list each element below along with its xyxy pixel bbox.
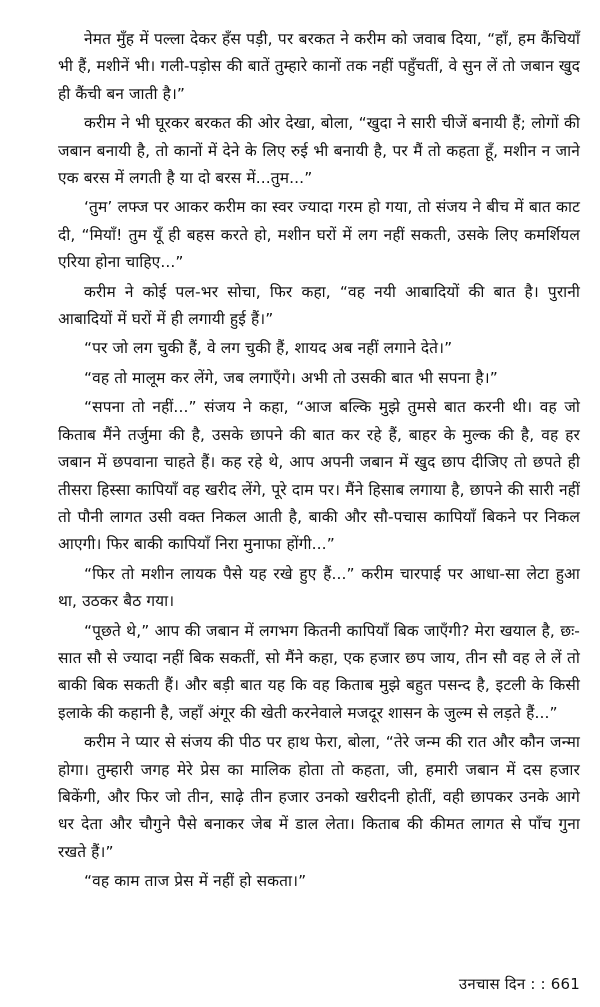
paragraph: “पर जो लग चुकी हैं, वे लग चुकी हैं, शायद अब नहीं लगाने देते।” (84, 339, 453, 358)
paragraph: करीम ने कोई पल-भर सोचा, फिर कहा, “वह नयी आबादियों की बात है। पुरानी आबादियों में घरों में ही लगायी हुई हैं।” (58, 282, 580, 329)
paragraph: ‘तुम’ लफ्ज पर आकर करीम का स्वर ज्यादा गरम हो गया, तो संजय ने बीच में बात काट दी, “मियाँ! तुम यूँ ही बहस करते हो, मशीन घरों में लग नहीं सकती, उसके लिए कमर्शियल एरिया होना चाहिए...” (58, 198, 580, 272)
paragraph: “वह काम ताज प्रेस में नहीं हो सकता।” (84, 872, 307, 891)
paragraph: नेमत मुँह में पल्ला देकर हँस पड़ी, पर बरकत ने करीम को जवाब दिया, “हाँ, हम कैंचियाँ भी हैं, मशीनें भी। गली-पड़ोस की बातें तुम्हारे कानों तक नहीं पहुँचतीं, वे सुन लें तो जबान खुद ही कैंची बन जाती है।” (58, 30, 580, 103)
paragraph: “फिर तो मशीन लायक पैसे यह रखे हुए हैं...” करीम चारपाई पर आधा-सा लेटा हुआ था, उठकर बैठ गया। (58, 564, 580, 611)
paragraph: “वह तो मालूम कर लेंगे, जब लगाएँगे। अभी तो उसकी बात भी सपना है।” (84, 368, 498, 387)
paragraph: करीम ने प्यार से संजय की पीठ पर हाथ फेरा, बोला, “तेरे जन्म की रात और कौन जन्मा होगा। तुम्हारी जगह मेरे प्रेस का मालिक होता तो कहता, जी, हमारी जबान में दस हजार बिकेंगी, और फिर जो तीन, साढ़े तीन हजार उनको खरीदनी होतीं, वही छापकर उनके आगे धर देता और चौगुने पैसे बनाकर जेब में डाल लेता। किताब की कीमत लागत से पाँच गुना रखते हैं।” (58, 733, 580, 861)
paragraph: “सपना तो नहीं...” संजय ने कहा, “आज बल्कि मुझे तुमसे बात करनी थी। वह जो किताब मैंने तर्जुमा की है, उसके छापने की बात कर रहे हैं, बाहर के मुल्क की है, वह हर जबान में छपवाना चाहते हैं। कह रहे थे, आप अपनी जबान में खुद छाप दीजिए तो छपते ही तीसरा हिस्सा कापियाँ वह खरीद लेंगे, पूरे दाम पर। मैंने हिसाब लगाया है, छापने की सारी नहीं तो पौनी लागत उसी वक्त निकल आती है, बाकी और सौ-पचास कापियाँ बिकने पर निकल आएगी। फिर बाकी कापियाँ निरा मुनाफा होंगी...” (58, 398, 580, 554)
paragraph: करीम ने भी घूरकर बरकत की ओर देखा, बोला, “खुदा ने सारी चीजें बनायी हैं; लोगों की जबान बनायी है, तो कानों में देने के लिए रुई भी बनायी है, पर मैं तो कहता हूँ, मशीन न जाने एक बरस में लगती है या दो बरस में...तुम...” (58, 114, 580, 188)
page-text (58, 26, 580, 898)
page-footer (0, 974, 580, 994)
running-title-page-number: उनचास दिन : : 661 (458, 975, 580, 993)
paragraph: “पूछते थे,” आप की जबान में लगभग कितनी कापियाँ बिक जाएँगी? मेरा खयाल है, छः-सात सौ से ज्यादा नहीं बिक सकतीं, सो मैंने कहा, एक हजार छप जाय, तीन सौ वह ले लें तो बाकी बिक सकती हैं। और बड़ी बात यह कि वह किताब मुझे बहुत पसन्द है, इटली के किसी इलाके की कहानी है, जहाँ अंगूर की खेती करनेवाले मजदूर शासन के जुल्म से लड़ते हैं...” (58, 621, 580, 722)
